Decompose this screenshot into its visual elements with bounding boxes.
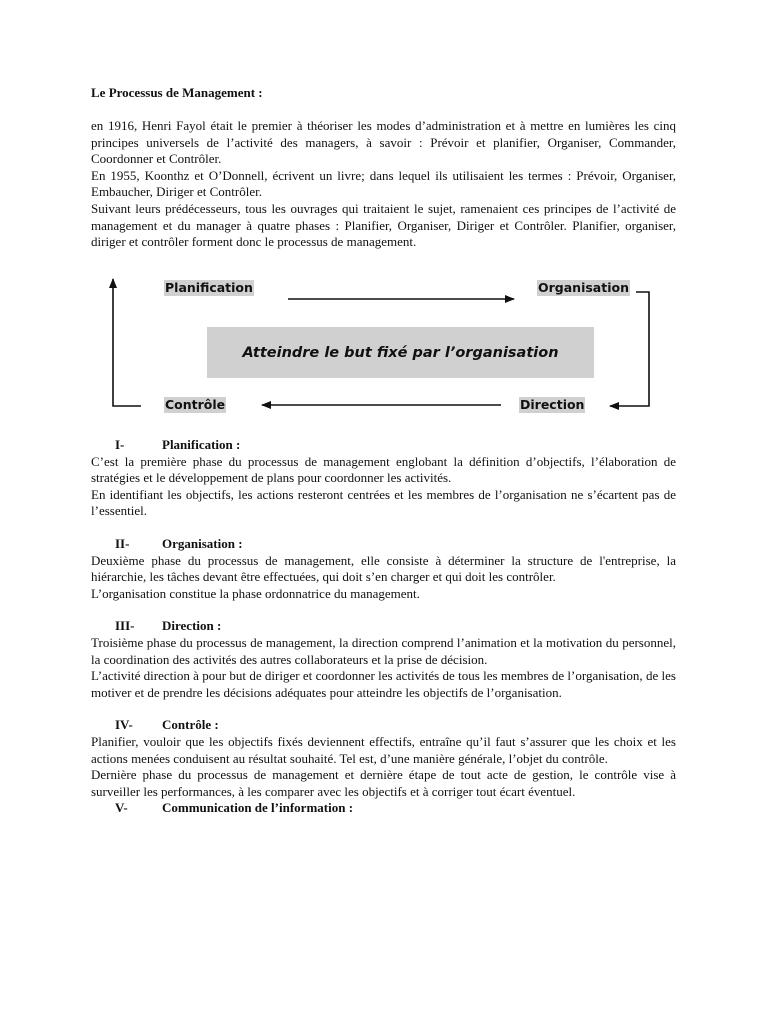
phase-planification: Planification xyxy=(165,280,253,295)
section-direction xyxy=(91,618,676,701)
arrow-organisation-to-direction xyxy=(610,292,649,406)
section-title: Planification : xyxy=(162,437,241,452)
section-title: Direction : xyxy=(162,618,222,634)
section-number: III- xyxy=(115,618,135,634)
section-number: V- xyxy=(115,800,128,816)
section-paragraph: Deuxième phase du processus de management, elle consiste à déterminer la structure de l'entreprise, la hiérarchie, les tâches devant être effectuées, qui doit s’en charger et qui doit les contrôler. xyxy=(91,552,676,585)
section-number: I- xyxy=(115,437,125,452)
document-title: Le Processus de Management : xyxy=(91,85,263,100)
section-heading xyxy=(91,717,676,734)
section-paragraph: Troisième phase du processus de management, la direction comprend l’animation et la motivation du personnel, la coordination des activités des autres collaborateurs et la prise de décision. xyxy=(91,634,676,667)
section-title: Communication de l’information : xyxy=(162,800,354,816)
intro-paragraph-2: En 1955, Koonthz et O’Donnell, écrivent un livre; dans lequel ils utilisaient les termes : Prévoir, Organiser, Embaucher, Diriger et Contrôler. xyxy=(91,167,676,200)
section-heading xyxy=(91,618,676,635)
phase-controle: Contrôle xyxy=(165,397,226,412)
section-organisation xyxy=(91,536,676,602)
section-heading xyxy=(91,536,676,553)
intro-paragraph-1: en 1916, Henri Fayol était le premier à théoriser les modes d’administration et à mettre en lumières les cinq principes universels de l’activité des managers, à savoir : Prévoir et planifier, Organiser, Commander, Coordonner et Contrôler. xyxy=(91,118,676,167)
section-paragraph: En identifiant les objectifs, les actions resteront centrées et les membres de l’organisation ne s’écartent pas de l’essentiel. xyxy=(91,486,676,519)
sections-container xyxy=(91,437,676,833)
goal-box xyxy=(207,327,594,378)
section-number: IV- xyxy=(115,717,133,733)
goal-text: Atteindre le but fixé par l’organisation xyxy=(242,344,559,361)
section-paragraph: Dernière phase du processus de management et dernière étape de tout acte de gestion, le contrôle vise à surveiller les performances, à les comparer avec les objectifs et à corriger tout écart éventuel. xyxy=(91,767,676,799)
section-paragraph: Planifier, vouloir que les objectifs fixés deviennent effectifs, entraîne qu’il faut s’assurer que les choix et les actions menées conduisent au résultat souhaité. Tel est, d’une manière générale, l’objet du contrôle. xyxy=(91,733,676,766)
section-communication xyxy=(91,800,676,817)
section-heading xyxy=(91,437,676,454)
section-number: II- xyxy=(115,535,130,551)
arrow-controle-to-planification xyxy=(113,279,141,406)
section-controle xyxy=(91,717,676,800)
section-paragraph: L’organisation constitue la phase ordonnatrice du management. xyxy=(91,585,420,601)
section-paragraph: C’est la première phase du processus de management englobant la définition d’objectifs, l’élaboration de stratégies et le développement de plans pour coordonner les activités. xyxy=(91,453,676,486)
document-body xyxy=(91,84,676,251)
intro-paragraph-3: Suivant leurs prédécesseurs, tous les ouvrages qui traitaient le sujet, ramenaient ces principes de l’activité de management et du manager à quatre phases : Planifier, Organiser, Diriger et Contrôler. Planifier, organiser, diriger et contrôler forment donc le processus de management. xyxy=(91,200,676,250)
section-paragraph: L’activité direction à pour but de diriger et coordonner les activités de tous les membres de l’organisation, de les motiver et de prendre les décisions adéquates pour atteindre les objectifs de l’organisation. xyxy=(91,668,676,700)
section-heading xyxy=(91,800,676,817)
section-title: Organisation : xyxy=(162,535,243,551)
phase-direction: Direction xyxy=(520,397,585,412)
phase-organisation: Organisation xyxy=(538,280,629,295)
section-title: Contrôle : xyxy=(162,717,219,733)
section-planification xyxy=(91,437,676,520)
